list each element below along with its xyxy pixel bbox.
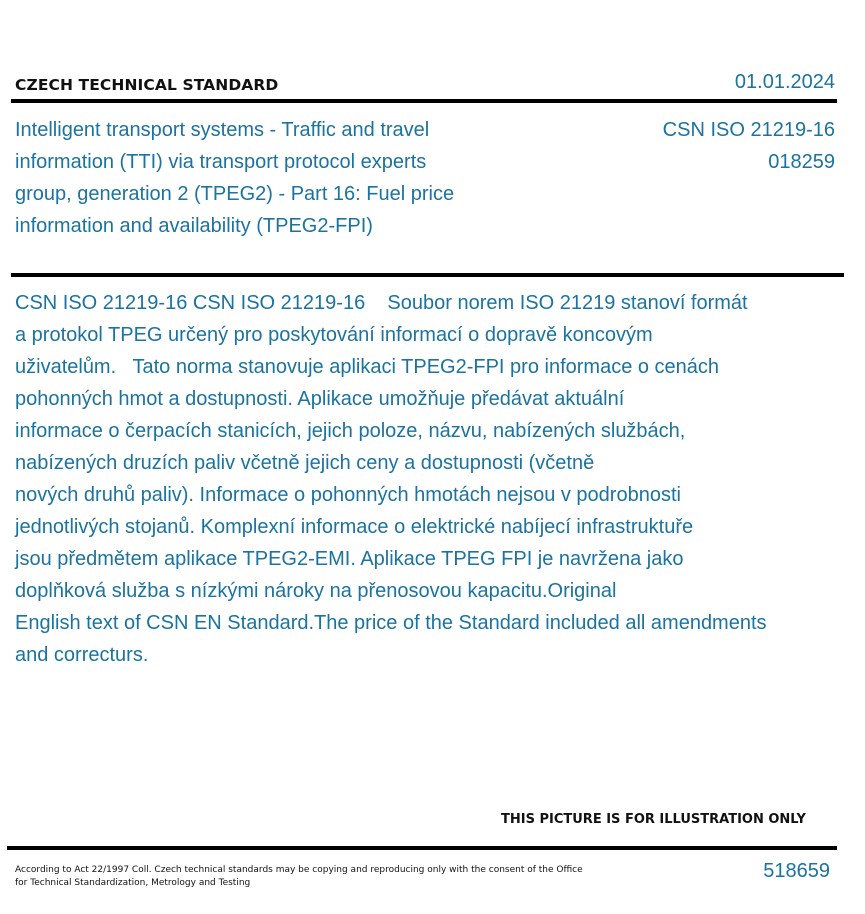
abstract-line: CSN ISO 21219-16 CSN ISO 21219-16 Soubor norem ISO 21219 stanoví formát [15,292,748,314]
abstract-line: English text of CSN EN Standard.The price of the Standard included all amendments [15,612,767,634]
title-line: group, generation 2 (TPEG2) - Part 16: Fuel price [15,183,455,205]
abstract-line: pohonných hmot a dostupnosti. Aplikace umožňuje předávat aktuální [15,388,625,410]
abstract-line: nabízených druzích paliv včetně jejich ceny a dostupnosti (včetně [15,452,595,474]
legal-notice [15,864,595,890]
abstract-line: a protokol TPEG určený pro poskytování informací o dopravě koncovým [15,324,653,346]
abstract-line: jednotlivých stojanů. Komplexní informace o elektrické nabíjecí infrastruktuře [15,516,694,538]
title-line: information (TTI) via transport protocol experts [15,151,427,173]
abstract-line: nových druhů paliv). Informace o pohonných hmotách nejsou v podrobnosti [15,484,681,506]
catalog-number: 018259 [768,151,835,173]
abstract-line: and correcturs. [15,644,149,666]
title-line: Intelligent transport systems - Traffic and travel [15,119,430,141]
abstract-line: doplňková služba s nízkými nároky na přenosovou kapacitu.Original [15,580,617,602]
legal-notice-line: for Technical Standardization, Metrology and Testing [15,878,251,888]
footer-number: 518659 [763,860,830,882]
abstract-line: informace o čerpacích stanicích, jejich poloze, názvu, nabízených službách, [15,420,686,442]
standard-type-heading: CZECH TECHNICAL STANDARD [15,76,279,94]
illustration-disclaimer: THIS PICTURE IS FOR ILLUSTRATION ONLY [501,812,806,827]
standard-code: CSN ISO 21219-16 [662,119,835,141]
bottom-divider [7,846,837,850]
abstract-line: jsou předmětem aplikace TPEG2-EMI. Aplikace TPEG FPI je navržena jako [15,548,684,570]
title-line: information and availability (TPEG2-FPI) [15,215,373,237]
standard-identifier [663,114,835,178]
abstract-line: uživatelům. Tato norma stanovuje aplikaci TPEG2-FPI pro informace o cenách [15,356,720,378]
top-divider [11,99,837,103]
abstract-text [15,287,845,671]
middle-divider [11,273,844,277]
document-title [15,114,515,242]
publication-date: 01.01.2024 [734,71,835,93]
legal-notice-line: According to Act 22/1997 Coll. Czech technical standards may be copying and reproducing only with the consent of the Office [15,865,583,875]
